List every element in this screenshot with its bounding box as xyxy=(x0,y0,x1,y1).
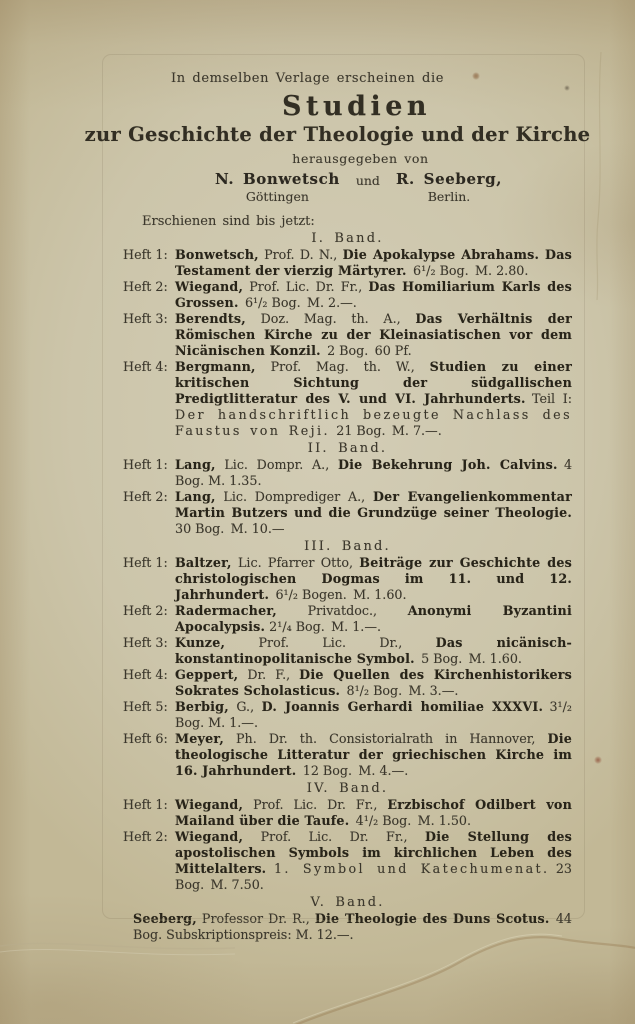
editors-conjunction: und xyxy=(355,173,380,188)
band-entries xyxy=(123,247,572,439)
heft-label: Heft 4: xyxy=(123,667,168,682)
heft-label: Heft 5: xyxy=(123,699,168,714)
catalog-entry xyxy=(123,635,572,667)
editor-right-place: Berlin. xyxy=(427,189,471,204)
imprint-line: In demselben Verlage erscheinen die xyxy=(170,71,444,86)
editor-right-name: R. Seeberg, xyxy=(395,170,503,188)
entry-text: Geppert, Dr. F., Die Quellen des Kirchenhistorikers Sokrates Scholasticus. 8¹/₂ Bog. M. 3.—. xyxy=(175,667,572,698)
band-entries xyxy=(123,457,572,537)
series-title: Studien xyxy=(281,91,432,122)
crease-bottom-left xyxy=(0,943,235,948)
catalog-entry xyxy=(123,797,572,829)
entry-text: Wiegand, Prof. Lic. Dr. Fr., Die Stellung des apostolischen Symbols im kirchlichen Leben des Mittelalters. 1. Symbol und Katechumenat. 23 Bog. M. 7.50. xyxy=(175,829,572,892)
entry-text: Bonwetsch, Prof. D. N., Die Apokalypse Abrahams. Das Testament der vierzig Märtyrer. 6¹/₂ Bog. M. 2.80. xyxy=(175,247,572,278)
bands xyxy=(123,231,572,943)
entry-text: Lang, Lic. Dompr. A., Die Bekehrung Joh. Calvins. 4 Bog. M. 1.35. xyxy=(175,457,573,488)
heft-label: Heft 6: xyxy=(123,731,168,746)
band-section xyxy=(123,441,572,537)
catalog-entry xyxy=(123,311,572,359)
entry-text: Wiegand, Prof. Lic. Dr. Fr., Erzbischof Odilbert von Mailand über die Taufe. 4¹/₂ Bog. M. 1.50. xyxy=(175,797,572,828)
editor-left-place: Göttingen xyxy=(245,189,309,204)
entry-text: Baltzer, Lic. Pfarrer Otto, Beiträge zur Geschichte des christologischen Dogmas im 11. und 12. Jahrhundert. 6¹/₂ Bogen. M. 1.60. xyxy=(175,555,572,602)
catalog-entry xyxy=(123,359,572,439)
heft-label: Heft 3: xyxy=(123,635,168,650)
crease-bottom-right-highlight xyxy=(293,934,562,1023)
catalog-entry xyxy=(123,667,572,699)
crease-bottom-right xyxy=(293,937,635,1024)
catalog-entry xyxy=(123,279,572,311)
entry-text: Wiegand, Prof. Lic. Dr. Fr., Das Homiliarium Karls des Grossen. 6¹/₂ Bog. M. 2.—. xyxy=(175,279,572,310)
band-section xyxy=(123,895,572,943)
editor-left-name: N. Bonwetsch xyxy=(214,170,340,188)
crease-bottom-left-highlight xyxy=(0,949,235,954)
heft-label: Heft 1: xyxy=(123,797,168,812)
heft-label: Heft 2: xyxy=(123,279,168,294)
band-entries xyxy=(123,797,572,893)
entry-text: Bergmann, Prof. Mag. th. W., Studien zu einer kritischen Sichtung der südgallischen Predigtlitteratur des V. und VI. Jahrhunderts. Teil I: Der handschriftlich bezeugte Nachlass des Faustus von Reji. 21 Bog. M. 7.—. xyxy=(175,359,572,438)
band-heading: V. Band. xyxy=(310,895,385,910)
band-section xyxy=(123,781,572,893)
catalog-entry xyxy=(123,555,572,603)
heft-label: Heft 2: xyxy=(123,603,168,618)
catalog-entry xyxy=(123,457,572,489)
heft-label: Heft 2: xyxy=(123,829,168,844)
editor-right xyxy=(396,170,502,204)
band-section xyxy=(123,231,572,439)
catalog-entry xyxy=(123,731,572,779)
heft-label: Heft 2: xyxy=(123,489,168,504)
band-heading: II. Band. xyxy=(307,441,388,456)
entry-text: Radermacher, Privatdoc., Anonymi Byzantini Apocalypsis. 2¹/₄ Bog. M. 1.—. xyxy=(175,603,572,634)
entry-text: Kunze, Prof. Lic. Dr., Das nicänisch-konstantinopolitanische Symbol. 5 Bog. M. 1.60. xyxy=(175,635,572,666)
catalog-entry xyxy=(123,829,572,893)
entry-text: Seeberg, Professor Dr. R., Die Theologie des Duns Scotus. 44 Bog. Subskriptionspreis: M. 12.—. xyxy=(133,911,572,942)
catalog-entry xyxy=(123,699,572,731)
page-header xyxy=(0,0,635,204)
band-heading: III. Band. xyxy=(304,539,391,554)
heft-label: Heft 4: xyxy=(123,359,168,374)
entry-text: Lang, Lic. Domprediger A., Der Evangelienkommentar Martin Butzers und die Grundzüge seiner Theologie. 30 Bog. M. 10.— xyxy=(175,489,572,536)
band-section xyxy=(123,539,572,779)
band-entries xyxy=(123,911,572,943)
entry-text: Berbig, G., D. Joannis Gerhardi homiliae XXXVI. 3¹/₂ Bog. M. 1.—. xyxy=(175,699,572,730)
editors-row xyxy=(82,170,635,204)
heft-label: Heft 1: xyxy=(123,247,168,262)
entry-text: Berendts, Doz. Mag. th. A., Das Verhältnis der Römischen Kirche zu der Kleinasiatischen vor dem Nicänischen Konzil. 2 Bog. 60 Pf. xyxy=(175,311,572,358)
band-heading: I. Band. xyxy=(311,231,384,246)
entry-text: Meyer, Ph. Dr. th. Consistorialrath in Hannover, Die theologische Litteratur der griechischen Kirche im 16. Jahrhundert. 12 Bog. M. 4.—. xyxy=(175,731,572,778)
published-to-date-label: Erschienen sind bis jetzt: xyxy=(142,214,315,229)
series-subtitle: zur Geschichte der Theologie und der Kirche xyxy=(84,123,591,146)
editor-left xyxy=(215,170,340,204)
heft-label: Heft 1: xyxy=(123,555,168,570)
catalog-entry xyxy=(123,911,572,943)
catalog-entry xyxy=(123,247,572,279)
catalog-entry xyxy=(123,489,572,537)
edited-by-label: herausgegeben von xyxy=(292,151,429,166)
heft-label: Heft 3: xyxy=(123,311,168,326)
catalog-entry xyxy=(123,603,572,635)
heft-label: Heft 1: xyxy=(123,457,168,472)
band-heading: IV. Band. xyxy=(306,781,389,796)
band-entries xyxy=(123,555,572,779)
